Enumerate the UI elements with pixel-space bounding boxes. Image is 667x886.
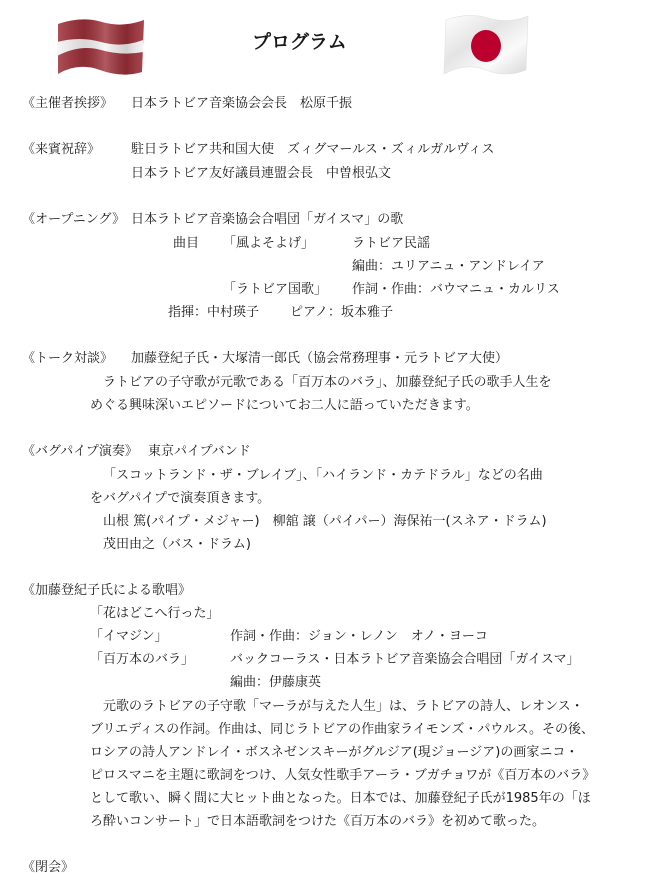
- song-para-3: ロシアの詩人アンドレイ・ボスネゼンスキーがグルジア(現ジョージア)の画家ニコ・: [90, 745, 579, 760]
- song-para-5: として歌い、瞬く間に大ヒット曲となった。日本では、加藤登紀子氏が1985年の「ほ: [90, 791, 591, 806]
- song-3-arranger: 編曲：伊藤康英: [230, 675, 322, 690]
- opening-song-2-credit: 作詞・作曲：バウマニュ・カルリス: [352, 282, 560, 297]
- song-heading: 《加藤登紀子氏による歌唱》: [22, 583, 192, 598]
- opening-song-1-origin: ラトビア民謡: [352, 236, 431, 251]
- song-2: 「イマジン」: [90, 629, 168, 644]
- talk-desc-2: めぐる興味深いエピソードについてお二人に語っていただきます。: [90, 398, 479, 413]
- bagpipe-desc-1: 「スコットランド・ザ・ブレイブ」、「ハイランド・カテドラル」などの名曲: [103, 468, 543, 483]
- japan-flag-icon: [440, 10, 532, 80]
- song-1: 「花はどこへ行った」: [90, 606, 220, 621]
- guest-line-1: 駐日ラトビア共和国大使 ズィグマールス・ズィルガルヴィス: [131, 142, 495, 157]
- latvia-flag-icon: [52, 12, 148, 80]
- opening-text: 日本ラトビア音楽協会合唱団「ガイスマ」の歌: [131, 212, 404, 227]
- closing-heading: 《閉会》: [22, 860, 75, 875]
- bagpipe-members-1: 山根 篤(パイプ・メジャー) 柳舘 譲（パイパー）海保祐一(スネア・ドラム): [103, 514, 547, 529]
- opening-pianist: ピアノ：坂本雅子: [290, 305, 393, 320]
- song-2-credit: 作詞・作曲：ジョン・レノン オノ・ヨーコ: [230, 629, 488, 644]
- song-para-2: ブリエディスの作詞。作曲は、同じラトビアの作曲家ライモンズ・パウルス。その後、: [90, 722, 595, 737]
- opening-song-1-arranger: 編曲：ユリアニュ・アンドレイア: [352, 259, 545, 274]
- song-3: 「百万本のバラ」: [90, 652, 195, 667]
- opening-conductor: 指揮：中村瑛子: [168, 305, 260, 320]
- song-para-4: ピロスマニを主題に歌詞をつけ、人気女性歌手アーラ・ブガチョワが《百万本のバラ》: [90, 768, 596, 783]
- guest-heading: 《来賓祝辞》: [22, 142, 101, 157]
- opening-song-2: 「ラトビア国歌」: [223, 282, 328, 297]
- opening-song-1: 「風よそよげ」: [223, 236, 315, 251]
- song-3-credit: バックコーラス・日本ラトビア音楽協会合唱団「ガイスマ」: [230, 652, 580, 667]
- host-text: 日本ラトビア音楽協会会長 松原千振: [131, 96, 353, 111]
- host-heading: 《主催者挨拶》: [22, 96, 114, 111]
- bagpipe-members-2: 茂田由之（バス・ドラム): [103, 537, 251, 552]
- guest-line-2: 日本ラトビア友好議員連盟会長 中曽根弘文: [131, 166, 392, 181]
- talk-desc-1: ラトビアの子守歌が元歌である「百万本のバラ」、加藤登紀子氏の歌手人生を: [103, 375, 552, 390]
- song-para-6: ろ酔いコンサート」で日本語歌詞をつけた《百万本のバラ》を初めて歌った。: [90, 814, 546, 829]
- opening-heading: 《オープニング》: [22, 212, 126, 227]
- bagpipe-heading: 《バグパイプ演奏》: [22, 444, 138, 459]
- page-title: プログラム: [252, 31, 347, 53]
- talk-text: 加藤登紀子氏・大塚清一郎氏（協会常務理事・元ラトビア大使）: [131, 351, 509, 366]
- song-para-1: 元歌のラトビアの子守歌「マーラが与えた人生」は、ラトビアの詩人、レオンス・: [103, 699, 584, 714]
- opening-songs-label: 曲目: [173, 236, 200, 251]
- talk-heading: 《トーク対談》: [22, 351, 114, 366]
- bagpipe-desc-2: をバグパイプで演奏頂きます。: [90, 491, 271, 506]
- bagpipe-text: 東京パイプバンド: [148, 444, 251, 459]
